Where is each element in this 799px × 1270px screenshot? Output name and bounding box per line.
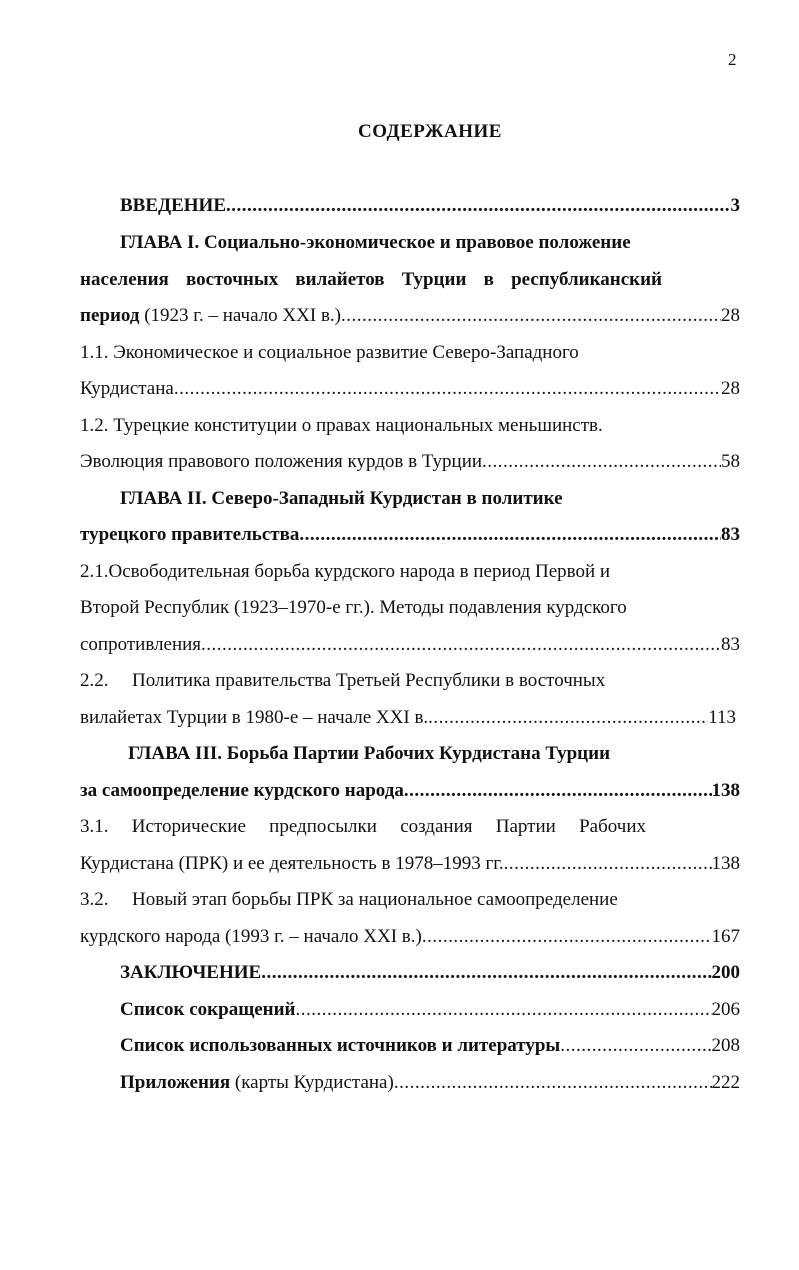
dot-leader bbox=[261, 961, 711, 985]
toc-page-number: 28 bbox=[721, 305, 740, 326]
toc-entry-section-2-1 bbox=[80, 633, 740, 657]
toc-page-number: 208 bbox=[711, 1035, 740, 1056]
toc-entry-label: Список сокращений bbox=[120, 999, 296, 1020]
toc-entry-label: (1923 г. – начало XXI в.) bbox=[139, 305, 341, 326]
dot-leader bbox=[428, 706, 708, 730]
toc-page-number: 167 bbox=[711, 926, 740, 947]
page-number: 2 bbox=[728, 50, 737, 69]
toc-entry-label: Эволюция правового положения курдов в Турции bbox=[80, 451, 483, 472]
toc-page-number: 138 bbox=[711, 853, 740, 874]
toc-entry-chapter-1 bbox=[80, 304, 740, 328]
toc-section-title: Новый этап борьбы ПРК за национальное самоопределение bbox=[132, 889, 618, 910]
dot-leader bbox=[504, 852, 712, 876]
toc-entry-chapter-2 bbox=[80, 523, 740, 547]
dot-leader bbox=[299, 523, 721, 547]
toc-section-1-2-line-1: 1.2. Турецкие конституции о правах национальных меньшинств. bbox=[80, 415, 603, 436]
toc-section-2-2-line-1 bbox=[80, 669, 740, 693]
toc-page-number: 28 bbox=[721, 378, 740, 399]
toc-page-number: 83 bbox=[721, 634, 740, 655]
toc-page-number: 206 bbox=[711, 999, 740, 1020]
toc-entry-label: сопротивления bbox=[80, 634, 202, 655]
toc-section-2-1-line-2: Второй Республик (1923–1970-е гг.). Методы подавления курдского bbox=[80, 597, 627, 618]
toc-section-number: 3.2. bbox=[80, 889, 109, 910]
toc-entry-section-3-1 bbox=[80, 852, 740, 876]
toc-entry-label: (карты Курдистана) bbox=[230, 1072, 394, 1093]
toc-entry-label: вилайетах Турции в 1980-е – начале XXI в. bbox=[80, 707, 429, 728]
dot-leader bbox=[226, 194, 731, 218]
toc-entry-label: ЗАКЛЮЧЕНИЕ bbox=[120, 962, 262, 983]
dot-leader bbox=[174, 377, 721, 401]
toc-page-number: 222 bbox=[711, 1072, 740, 1093]
toc-section-2-1-line-1: 2.1.Освободительная борьба курдского народа в период Первой и bbox=[80, 561, 611, 582]
toc-entry-label: ВВЕДЕНИЕ bbox=[120, 195, 226, 216]
toc-entry-chapter-3 bbox=[80, 779, 740, 803]
toc-chapter-2-line-1: ГЛАВА II. Северо-Западный Курдистан в политике bbox=[120, 488, 563, 509]
toc-page-number: 113 bbox=[708, 707, 736, 728]
toc-chapter-1-line-2: населения восточных вилайетов Турции в республиканский bbox=[80, 269, 662, 290]
toc-page-number: 58 bbox=[721, 451, 740, 472]
toc-section-number: 2.2. bbox=[80, 670, 109, 691]
dot-leader bbox=[422, 925, 712, 949]
toc-section-3-2-line-1 bbox=[80, 888, 740, 912]
page-title: СОДЕРЖАНИЕ bbox=[358, 121, 502, 142]
toc-entry-label: Курдистана bbox=[80, 378, 174, 399]
toc-page-number: 3 bbox=[730, 195, 740, 216]
toc-entry-section-3-2 bbox=[80, 925, 740, 949]
dot-leader bbox=[560, 1034, 711, 1058]
toc-entry-label: за самоопределение курдского народа bbox=[80, 780, 404, 801]
toc-section-1-1-line-1: 1.1. Экономическое и социальное развитие Северо-Западного bbox=[80, 342, 579, 363]
toc-entry-appendix bbox=[120, 1071, 740, 1095]
toc-entry-sources bbox=[120, 1034, 740, 1058]
dot-leader bbox=[201, 633, 721, 657]
toc-section-3-1-line-1: 3.1. Исторические предпосылки создания Партии Рабочих bbox=[80, 816, 646, 837]
toc-page-number: 83 bbox=[721, 524, 740, 545]
toc-page-number: 200 bbox=[711, 962, 740, 983]
dot-leader bbox=[341, 304, 721, 328]
toc-entry-label-bold: Приложения bbox=[120, 1072, 231, 1093]
toc-entry-label-bold: период bbox=[80, 305, 140, 326]
dot-leader bbox=[296, 998, 712, 1022]
dot-leader bbox=[394, 1071, 712, 1095]
toc-entry-label: курдского народа (1993 г. – начало XXI в.) bbox=[80, 926, 422, 947]
toc-entry-label: Курдистана (ПРК) и ее деятельность в 1978–1993 гг. bbox=[80, 853, 504, 874]
dot-leader bbox=[482, 450, 721, 474]
toc-page-number: 138 bbox=[711, 780, 740, 801]
toc-entry-introduction bbox=[120, 194, 740, 218]
toc-entry-conclusion bbox=[120, 961, 740, 985]
toc-chapter-3-line-1: ГЛАВА III. Борьба Партии Рабочих Курдистана Турции bbox=[128, 743, 611, 764]
toc-entry-section-1-2 bbox=[80, 450, 740, 474]
toc-chapter-1-line-1: ГЛАВА I. Социально-экономическое и правовое положение bbox=[120, 232, 631, 253]
toc-entry-section-2-2 bbox=[80, 706, 736, 730]
toc-entry-label: турецкого правительства bbox=[80, 524, 300, 545]
toc-section-title: Политика правительства Третьей Республики в восточных bbox=[132, 670, 606, 691]
toc-entry-section-1-1 bbox=[80, 377, 740, 401]
dot-leader bbox=[404, 779, 712, 803]
toc-entry-label: Список использованных источников и литературы bbox=[120, 1035, 561, 1056]
toc-entry-abbreviations bbox=[120, 998, 740, 1022]
